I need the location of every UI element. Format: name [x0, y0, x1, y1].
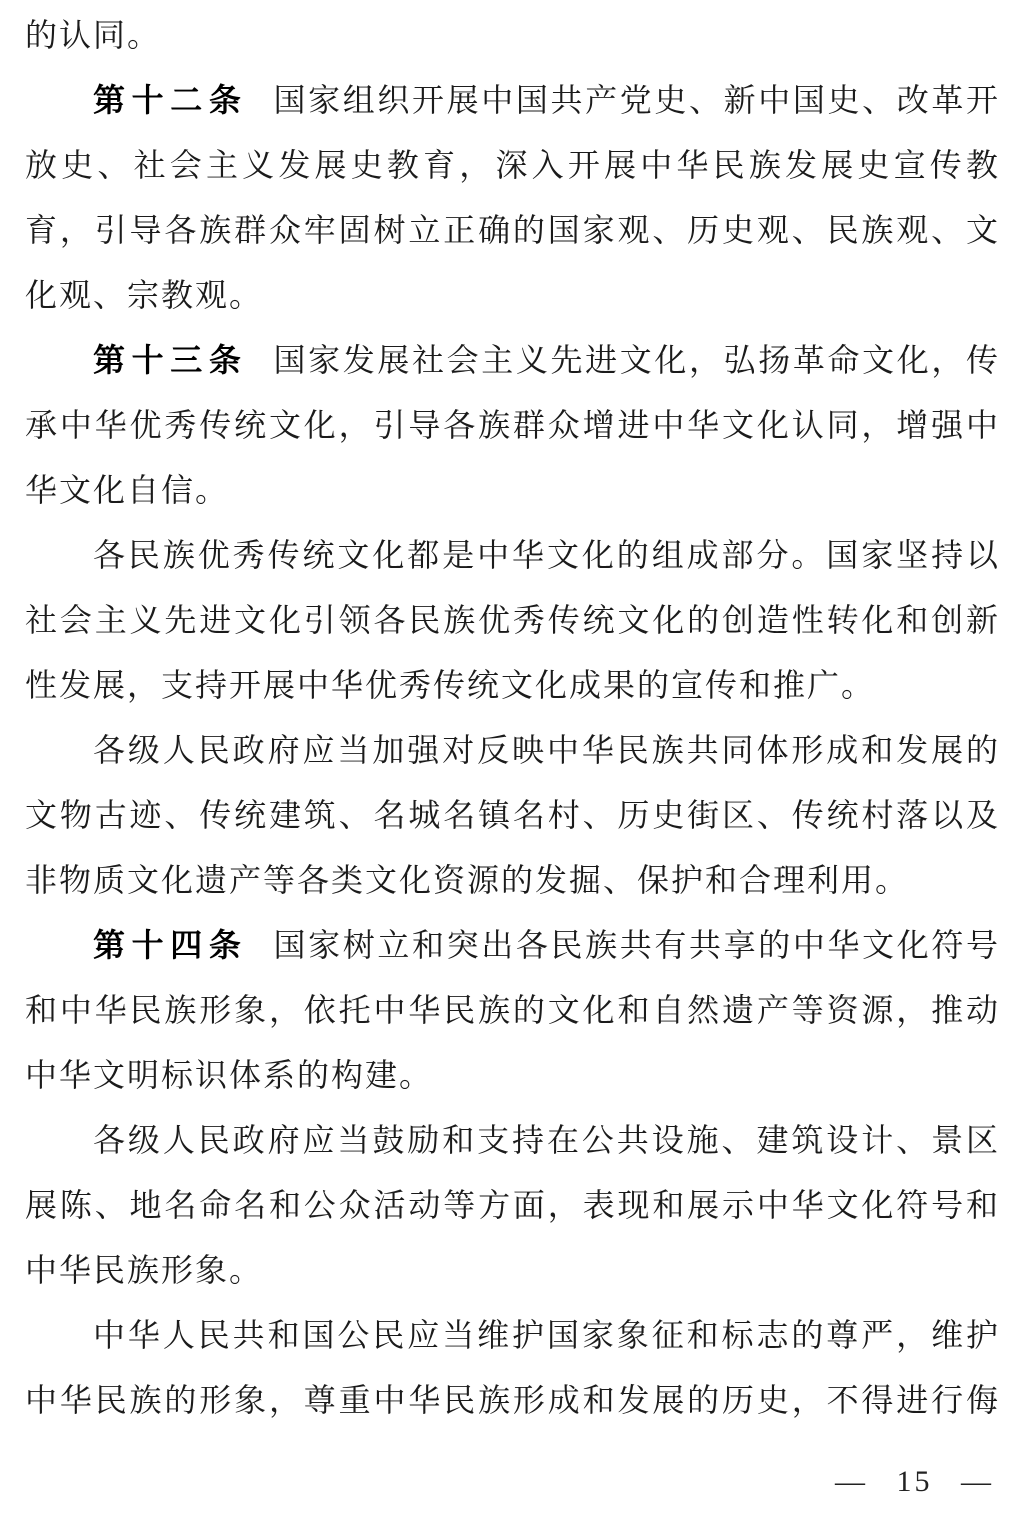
text-line	[25, 393, 1000, 458]
line-text: 中华人民共和国公民应当维护国家象征和标志的尊严，维护	[93, 1317, 1000, 1353]
line-text: 承中华优秀传统文化，引导各族群众增进中华文化认同，增强中	[25, 407, 1000, 443]
line-text: 和中华民族形象，依托中华民族的文化和自然遗产等资源，推动	[25, 992, 1000, 1028]
line-text: 国家发展社会主义先进文化，弘扬革命文化，传	[273, 342, 1000, 378]
text-line	[25, 458, 1000, 523]
text-line	[25, 523, 1000, 588]
line-text: 化观、宗教观。	[25, 277, 264, 313]
line-text: 的认同。	[25, 17, 162, 53]
text-line	[25, 913, 1000, 978]
document-body	[25, 3, 1000, 1433]
line-text: 各级人民政府应当鼓励和支持在公共设施、建筑设计、景区	[93, 1122, 1000, 1158]
article-number: 第十三条	[93, 342, 248, 378]
text-line	[25, 328, 1000, 393]
line-text: 国家组织开展中国共产党史、新中国史、改革开	[273, 82, 1000, 118]
line-text: 放史、社会主义发展史教育，深入开展中华民族发展史宣传教	[25, 147, 1000, 183]
line-text: 展陈、地名命名和公众活动等方面，表现和展示中华文化符号和	[25, 1187, 1000, 1223]
text-line	[25, 198, 1000, 263]
text-line	[25, 3, 1000, 68]
text-line	[25, 588, 1000, 653]
line-text: 性发展，支持开展中华优秀传统文化成果的宣传和推广。	[25, 667, 876, 703]
article-number: 第十二条	[93, 82, 248, 118]
text-line	[25, 1238, 1000, 1303]
line-text: 非物质文化遗产等各类文化资源的发掘、保护和合理利用。	[25, 862, 910, 898]
line-text: 中华文明标识体系的构建。	[25, 1057, 434, 1093]
text-line	[25, 68, 1000, 133]
text-line	[25, 1368, 1000, 1433]
line-text: 中华民族的形象，尊重中华民族形成和发展的历史，不得进行侮	[25, 1382, 1000, 1418]
text-line	[25, 1303, 1000, 1368]
line-text: 中华民族形象。	[25, 1252, 264, 1288]
text-line	[25, 718, 1000, 783]
line-text: 育，引导各族群众牢固树立正确的国家观、历史观、民族观、文	[25, 212, 1000, 248]
line-text: 各级人民政府应当加强对反映中华民族共同体形成和发展的	[93, 732, 1000, 768]
line-text: 华文化自信。	[25, 472, 230, 508]
text-line	[25, 263, 1000, 328]
text-line	[25, 1173, 1000, 1238]
line-text: 文物古迹、传统建筑、名城名镇名村、历史街区、传统村落以及	[25, 797, 1000, 833]
text-line	[25, 1108, 1000, 1173]
text-line	[25, 133, 1000, 198]
page-number: — 15 —	[835, 1465, 994, 1498]
text-line	[25, 1043, 1000, 1108]
line-text: 社会主义先进文化引领各民族优秀传统文化的创造性转化和创新	[25, 602, 1000, 638]
line-text: 各民族优秀传统文化都是中华文化的组成部分。国家坚持以	[93, 537, 1000, 573]
text-line	[25, 848, 1000, 913]
article-number: 第十四条	[93, 927, 248, 963]
text-line	[25, 653, 1000, 718]
text-line	[25, 978, 1000, 1043]
text-line	[25, 783, 1000, 848]
line-text: 国家树立和突出各民族共有共享的中华文化符号	[273, 927, 1000, 963]
